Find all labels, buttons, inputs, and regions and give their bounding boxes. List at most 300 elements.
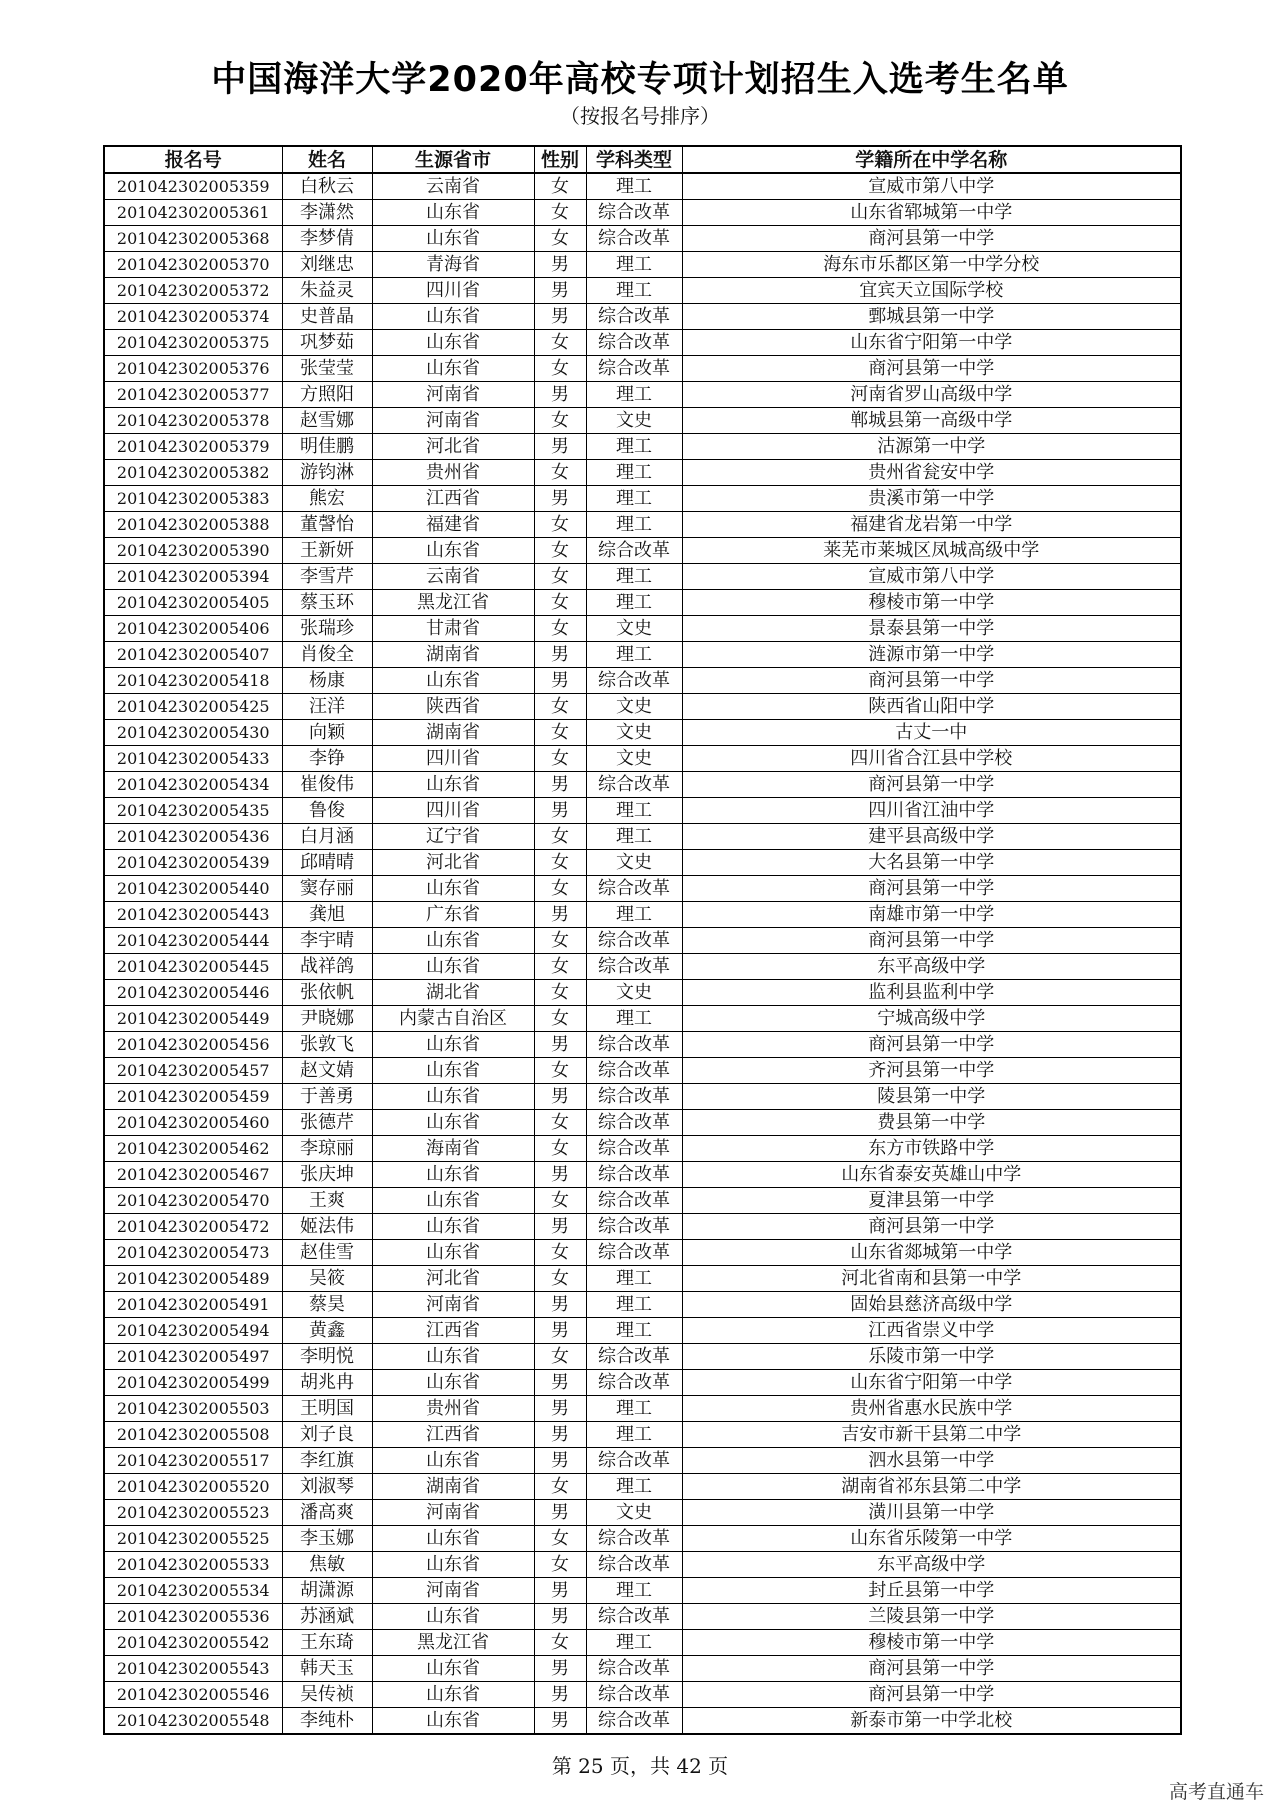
column-header: 姓名 xyxy=(282,146,372,173)
table-row xyxy=(104,564,1181,590)
name-cell: 张敦飞 xyxy=(282,1032,372,1058)
name-cell: 李宇晴 xyxy=(282,928,372,954)
province-cell: 甘肃省 xyxy=(372,616,534,642)
table-row xyxy=(104,1552,1181,1578)
registration-number-cell: 201042302005533 xyxy=(104,1552,282,1578)
gender-cell: 女 xyxy=(534,1266,586,1292)
name-cell: 李玉娜 xyxy=(282,1526,372,1552)
gender-cell: 女 xyxy=(534,1344,586,1370)
gender-cell: 男 xyxy=(534,304,586,330)
registration-number-cell: 201042302005430 xyxy=(104,720,282,746)
province-cell: 山东省 xyxy=(372,1552,534,1578)
province-cell: 山东省 xyxy=(372,1526,534,1552)
registration-number-cell: 201042302005460 xyxy=(104,1110,282,1136)
registration-number-cell: 201042302005388 xyxy=(104,512,282,538)
registration-number-cell: 201042302005546 xyxy=(104,1682,282,1708)
registration-number-cell: 201042302005494 xyxy=(104,1318,282,1344)
school-name-cell: 四川省江油中学 xyxy=(682,798,1181,824)
subject-type-cell: 文史 xyxy=(586,1500,682,1526)
province-cell: 贵州省 xyxy=(372,1396,534,1422)
table-row xyxy=(104,1032,1181,1058)
name-cell: 窦存丽 xyxy=(282,876,372,902)
gender-cell: 女 xyxy=(534,850,586,876)
gender-cell: 男 xyxy=(534,278,586,304)
subject-type-cell: 理工 xyxy=(586,642,682,668)
name-cell: 王新妍 xyxy=(282,538,372,564)
name-cell: 潘高爽 xyxy=(282,1500,372,1526)
registration-number-cell: 201042302005457 xyxy=(104,1058,282,1084)
gender-cell: 女 xyxy=(534,512,586,538)
gender-cell: 男 xyxy=(534,772,586,798)
name-cell: 向颖 xyxy=(282,720,372,746)
table-row xyxy=(104,1136,1181,1162)
name-cell: 鲁俊 xyxy=(282,798,372,824)
registration-number-cell: 201042302005462 xyxy=(104,1136,282,1162)
subject-type-cell: 综合改革 xyxy=(586,876,682,902)
gender-cell: 男 xyxy=(534,902,586,928)
name-cell: 吴传祯 xyxy=(282,1682,372,1708)
gender-cell: 女 xyxy=(534,824,586,850)
gender-cell: 男 xyxy=(534,1162,586,1188)
province-cell: 山东省 xyxy=(372,954,534,980)
gender-cell: 女 xyxy=(534,980,586,1006)
province-cell: 江西省 xyxy=(372,486,534,512)
registration-number-cell: 201042302005439 xyxy=(104,850,282,876)
subject-type-cell: 综合改革 xyxy=(586,668,682,694)
province-cell: 湖南省 xyxy=(372,720,534,746)
subject-type-cell: 理工 xyxy=(586,1422,682,1448)
name-cell: 王明国 xyxy=(282,1396,372,1422)
gender-cell: 男 xyxy=(534,1084,586,1110)
gender-cell: 男 xyxy=(534,252,586,278)
school-name-cell: 福建省龙岩第一中学 xyxy=(682,512,1181,538)
registration-number-cell: 201042302005433 xyxy=(104,746,282,772)
registration-number-cell: 201042302005503 xyxy=(104,1396,282,1422)
table-row xyxy=(104,1630,1181,1656)
province-cell: 贵州省 xyxy=(372,460,534,486)
gender-cell: 女 xyxy=(534,590,586,616)
subject-type-cell: 文史 xyxy=(586,746,682,772)
name-cell: 吴筱 xyxy=(282,1266,372,1292)
subject-type-cell: 理工 xyxy=(586,902,682,928)
school-name-cell: 固始县慈济高级中学 xyxy=(682,1292,1181,1318)
province-cell: 山东省 xyxy=(372,226,534,252)
registration-number-cell: 201042302005467 xyxy=(104,1162,282,1188)
school-name-cell: 山东省泰安英雄山中学 xyxy=(682,1162,1181,1188)
column-header: 生源省市 xyxy=(372,146,534,173)
province-cell: 山东省 xyxy=(372,1448,534,1474)
registration-number-cell: 201042302005375 xyxy=(104,330,282,356)
table-row xyxy=(104,590,1181,616)
subject-type-cell: 综合改革 xyxy=(586,226,682,252)
column-header: 学科类型 xyxy=(586,146,682,173)
school-name-cell: 东平高级中学 xyxy=(682,1552,1181,1578)
gender-cell: 男 xyxy=(534,1682,586,1708)
table-row xyxy=(104,1448,1181,1474)
province-cell: 湖南省 xyxy=(372,642,534,668)
province-cell: 河北省 xyxy=(372,1266,534,1292)
province-cell: 河南省 xyxy=(372,382,534,408)
registration-number-cell: 201042302005445 xyxy=(104,954,282,980)
province-cell: 山东省 xyxy=(372,1084,534,1110)
name-cell: 王东琦 xyxy=(282,1630,372,1656)
name-cell: 于善勇 xyxy=(282,1084,372,1110)
school-name-cell: 穆棱市第一中学 xyxy=(682,590,1181,616)
gender-cell: 男 xyxy=(534,1500,586,1526)
table-row xyxy=(104,1656,1181,1682)
name-cell: 苏涵斌 xyxy=(282,1604,372,1630)
table-header-row xyxy=(104,146,1181,173)
name-cell: 韩天玉 xyxy=(282,1656,372,1682)
registration-number-cell: 201042302005520 xyxy=(104,1474,282,1500)
province-cell: 云南省 xyxy=(372,173,534,200)
subject-type-cell: 文史 xyxy=(586,850,682,876)
table-row xyxy=(104,200,1181,226)
name-cell: 蔡玉环 xyxy=(282,590,372,616)
school-name-cell: 河南省罗山高级中学 xyxy=(682,382,1181,408)
school-name-cell: 穆棱市第一中学 xyxy=(682,1630,1181,1656)
registration-number-cell: 201042302005470 xyxy=(104,1188,282,1214)
subject-type-cell: 综合改革 xyxy=(586,330,682,356)
name-cell: 赵佳雪 xyxy=(282,1240,372,1266)
subject-type-cell: 综合改革 xyxy=(586,1604,682,1630)
registration-number-cell: 201042302005543 xyxy=(104,1656,282,1682)
gender-cell: 男 xyxy=(534,642,586,668)
school-name-cell: 费县第一中学 xyxy=(682,1110,1181,1136)
province-cell: 内蒙古自治区 xyxy=(372,1006,534,1032)
school-name-cell: 沽源第一中学 xyxy=(682,434,1181,460)
school-name-cell: 乐陵市第一中学 xyxy=(682,1344,1181,1370)
school-name-cell: 吉安市新干县第二中学 xyxy=(682,1422,1181,1448)
document-title: 中国海洋大学2020年高校专项计划招生入选考生名单 xyxy=(211,60,1069,100)
school-name-cell: 景泰县第一中学 xyxy=(682,616,1181,642)
table-row xyxy=(104,1604,1181,1630)
subject-type-cell: 理工 xyxy=(586,486,682,512)
table-row xyxy=(104,1396,1181,1422)
name-cell: 白秋云 xyxy=(282,173,372,200)
gender-cell: 女 xyxy=(534,1526,586,1552)
registration-number-cell: 201042302005407 xyxy=(104,642,282,668)
table-row xyxy=(104,226,1181,252)
province-cell: 四川省 xyxy=(372,798,534,824)
name-cell: 杨康 xyxy=(282,668,372,694)
province-cell: 河南省 xyxy=(372,1500,534,1526)
registration-number-cell: 201042302005359 xyxy=(104,173,282,200)
registration-number-cell: 201042302005525 xyxy=(104,1526,282,1552)
registration-number-cell: 201042302005489 xyxy=(104,1266,282,1292)
subject-type-cell: 综合改革 xyxy=(586,928,682,954)
table-row xyxy=(104,668,1181,694)
province-cell: 江西省 xyxy=(372,1422,534,1448)
name-cell: 李梦倩 xyxy=(282,226,372,252)
name-cell: 赵雪娜 xyxy=(282,408,372,434)
gender-cell: 女 xyxy=(534,226,586,252)
subject-type-cell: 理工 xyxy=(586,1292,682,1318)
subject-type-cell: 综合改革 xyxy=(586,1188,682,1214)
subject-type-cell: 理工 xyxy=(586,278,682,304)
school-name-cell: 商河县第一中学 xyxy=(682,1656,1181,1682)
school-name-cell: 宣威市第八中学 xyxy=(682,564,1181,590)
province-cell: 山东省 xyxy=(372,1032,534,1058)
subject-type-cell: 理工 xyxy=(586,798,682,824)
school-name-cell: 东平高级中学 xyxy=(682,954,1181,980)
subject-type-cell: 理工 xyxy=(586,434,682,460)
name-cell: 李纯朴 xyxy=(282,1708,372,1735)
gender-cell: 女 xyxy=(534,408,586,434)
school-name-cell: 陵县第一中学 xyxy=(682,1084,1181,1110)
school-name-cell: 商河县第一中学 xyxy=(682,1214,1181,1240)
province-cell: 山东省 xyxy=(372,876,534,902)
table-row xyxy=(104,1188,1181,1214)
name-cell: 黄鑫 xyxy=(282,1318,372,1344)
province-cell: 广东省 xyxy=(372,902,534,928)
subject-type-cell: 综合改革 xyxy=(586,1344,682,1370)
registration-number-cell: 201042302005406 xyxy=(104,616,282,642)
table-row xyxy=(104,876,1181,902)
table-row xyxy=(104,512,1181,538)
school-name-cell: 山东省乐陵第一中学 xyxy=(682,1526,1181,1552)
subject-type-cell: 综合改革 xyxy=(586,1162,682,1188)
gender-cell: 男 xyxy=(534,486,586,512)
subject-type-cell: 综合改革 xyxy=(586,1552,682,1578)
gender-cell: 男 xyxy=(534,1604,586,1630)
province-cell: 山东省 xyxy=(372,356,534,382)
table-row xyxy=(104,1370,1181,1396)
registration-number-cell: 201042302005499 xyxy=(104,1370,282,1396)
gender-cell: 男 xyxy=(534,668,586,694)
gender-cell: 男 xyxy=(534,1370,586,1396)
province-cell: 云南省 xyxy=(372,564,534,590)
table-row xyxy=(104,1318,1181,1344)
table-row xyxy=(104,382,1181,408)
subject-type-cell: 理工 xyxy=(586,824,682,850)
table-row xyxy=(104,1214,1181,1240)
province-cell: 河南省 xyxy=(372,408,534,434)
subject-type-cell: 理工 xyxy=(586,173,682,200)
table-row xyxy=(104,1084,1181,1110)
school-name-cell: 兰陵县第一中学 xyxy=(682,1604,1181,1630)
province-cell: 山东省 xyxy=(372,928,534,954)
registration-number-cell: 201042302005368 xyxy=(104,226,282,252)
school-name-cell: 贵州省瓮安中学 xyxy=(682,460,1181,486)
gender-cell: 女 xyxy=(534,928,586,954)
registration-number-cell: 201042302005459 xyxy=(104,1084,282,1110)
table-row xyxy=(104,902,1181,928)
registration-number-cell: 201042302005542 xyxy=(104,1630,282,1656)
name-cell: 赵文婧 xyxy=(282,1058,372,1084)
table-row xyxy=(104,408,1181,434)
school-name-cell: 泗水县第一中学 xyxy=(682,1448,1181,1474)
name-cell: 游钧淋 xyxy=(282,460,372,486)
school-name-cell: 宣威市第八中学 xyxy=(682,173,1181,200)
registration-number-cell: 201042302005418 xyxy=(104,668,282,694)
table-row xyxy=(104,1006,1181,1032)
school-name-cell: 河北省南和县第一中学 xyxy=(682,1266,1181,1292)
subject-type-cell: 综合改革 xyxy=(586,1708,682,1735)
subject-type-cell: 理工 xyxy=(586,1396,682,1422)
province-cell: 山东省 xyxy=(372,1214,534,1240)
subject-type-cell: 文史 xyxy=(586,694,682,720)
subject-type-cell: 综合改革 xyxy=(586,538,682,564)
gender-cell: 男 xyxy=(534,434,586,460)
name-cell: 白月涵 xyxy=(282,824,372,850)
table-row xyxy=(104,694,1181,720)
name-cell: 张依帆 xyxy=(282,980,372,1006)
school-name-cell: 商河县第一中学 xyxy=(682,668,1181,694)
subject-type-cell: 理工 xyxy=(586,460,682,486)
registration-number-cell: 201042302005383 xyxy=(104,486,282,512)
province-cell: 山东省 xyxy=(372,1344,534,1370)
name-cell: 肖俊全 xyxy=(282,642,372,668)
table-row xyxy=(104,1292,1181,1318)
province-cell: 湖南省 xyxy=(372,1474,534,1500)
subject-type-cell: 综合改革 xyxy=(586,954,682,980)
gender-cell: 男 xyxy=(534,1396,586,1422)
school-name-cell: 山东省郯城第一中学 xyxy=(682,1240,1181,1266)
school-name-cell: 山东省郓城第一中学 xyxy=(682,200,1181,226)
province-cell: 河北省 xyxy=(372,850,534,876)
gender-cell: 男 xyxy=(534,1292,586,1318)
page-number: 第 25 页，共 42 页 xyxy=(551,1754,729,1778)
table-row xyxy=(104,1708,1181,1735)
gender-cell: 女 xyxy=(534,720,586,746)
registration-number-cell: 201042302005361 xyxy=(104,200,282,226)
gender-cell: 男 xyxy=(534,382,586,408)
subject-type-cell: 综合改革 xyxy=(586,1032,682,1058)
gender-cell: 女 xyxy=(534,1474,586,1500)
province-cell: 陕西省 xyxy=(372,694,534,720)
subject-type-cell: 综合改革 xyxy=(586,1214,682,1240)
subject-type-cell: 综合改革 xyxy=(586,1370,682,1396)
province-cell: 四川省 xyxy=(372,746,534,772)
name-cell: 胡潇源 xyxy=(282,1578,372,1604)
table-row xyxy=(104,928,1181,954)
province-cell: 山东省 xyxy=(372,304,534,330)
registration-number-cell: 201042302005435 xyxy=(104,798,282,824)
name-cell: 邱晴晴 xyxy=(282,850,372,876)
subject-type-cell: 综合改革 xyxy=(586,1240,682,1266)
table-row xyxy=(104,486,1181,512)
registration-number-cell: 201042302005370 xyxy=(104,252,282,278)
school-name-cell: 商河县第一中学 xyxy=(682,772,1181,798)
subject-type-cell: 综合改革 xyxy=(586,1656,682,1682)
school-name-cell: 贵溪市第一中学 xyxy=(682,486,1181,512)
table-row xyxy=(104,460,1181,486)
name-cell: 张庆坤 xyxy=(282,1162,372,1188)
province-cell: 山东省 xyxy=(372,1708,534,1735)
table-row xyxy=(104,1500,1181,1526)
gender-cell: 女 xyxy=(534,1630,586,1656)
gender-cell: 女 xyxy=(534,538,586,564)
subject-type-cell: 综合改革 xyxy=(586,772,682,798)
school-name-cell: 古丈一中 xyxy=(682,720,1181,746)
subject-type-cell: 综合改革 xyxy=(586,304,682,330)
province-cell: 河南省 xyxy=(372,1578,534,1604)
province-cell: 江西省 xyxy=(372,1318,534,1344)
school-name-cell: 郸城县第一高级中学 xyxy=(682,408,1181,434)
school-name-cell: 海东市乐都区第一中学分校 xyxy=(682,252,1181,278)
table-row xyxy=(104,278,1181,304)
province-cell: 青海省 xyxy=(372,252,534,278)
registration-number-cell: 201042302005440 xyxy=(104,876,282,902)
subject-type-cell: 理工 xyxy=(586,590,682,616)
gender-cell: 男 xyxy=(534,1032,586,1058)
registration-number-cell: 201042302005377 xyxy=(104,382,282,408)
subject-type-cell: 理工 xyxy=(586,1266,682,1292)
admission-list-table xyxy=(103,145,1182,1735)
registration-number-cell: 201042302005536 xyxy=(104,1604,282,1630)
name-cell: 焦敏 xyxy=(282,1552,372,1578)
subject-type-cell: 理工 xyxy=(586,512,682,538)
name-cell: 李琼丽 xyxy=(282,1136,372,1162)
province-cell: 山东省 xyxy=(372,1370,534,1396)
school-name-cell: 鄄城县第一中学 xyxy=(682,304,1181,330)
name-cell: 李雪芹 xyxy=(282,564,372,590)
subject-type-cell: 文史 xyxy=(586,408,682,434)
table-row xyxy=(104,304,1181,330)
column-header: 学籍所在中学名称 xyxy=(682,146,1181,173)
subject-type-cell: 文史 xyxy=(586,616,682,642)
registration-number-cell: 201042302005446 xyxy=(104,980,282,1006)
school-name-cell: 商河县第一中学 xyxy=(682,1032,1181,1058)
table-row xyxy=(104,1474,1181,1500)
name-cell: 刘子良 xyxy=(282,1422,372,1448)
gender-cell: 女 xyxy=(534,330,586,356)
registration-number-cell: 201042302005434 xyxy=(104,772,282,798)
school-name-cell: 新泰市第一中学北校 xyxy=(682,1708,1181,1735)
subject-type-cell: 理工 xyxy=(586,1318,682,1344)
name-cell: 姬法伟 xyxy=(282,1214,372,1240)
province-cell: 山东省 xyxy=(372,1162,534,1188)
registration-number-cell: 201042302005449 xyxy=(104,1006,282,1032)
table-row xyxy=(104,850,1181,876)
gender-cell: 女 xyxy=(534,1006,586,1032)
gender-cell: 男 xyxy=(534,1448,586,1474)
name-cell: 李铮 xyxy=(282,746,372,772)
school-name-cell: 商河县第一中学 xyxy=(682,1682,1181,1708)
subject-type-cell: 理工 xyxy=(586,252,682,278)
name-cell: 李潇然 xyxy=(282,200,372,226)
school-name-cell: 建平县高级中学 xyxy=(682,824,1181,850)
subject-type-cell: 文史 xyxy=(586,980,682,1006)
name-cell: 胡兆冉 xyxy=(282,1370,372,1396)
school-name-cell: 商河县第一中学 xyxy=(682,876,1181,902)
table-row xyxy=(104,954,1181,980)
school-name-cell: 商河县第一中学 xyxy=(682,356,1181,382)
school-name-cell: 湖南省祁东县第二中学 xyxy=(682,1474,1181,1500)
table-row xyxy=(104,434,1181,460)
registration-number-cell: 201042302005456 xyxy=(104,1032,282,1058)
school-name-cell: 宜宾天立国际学校 xyxy=(682,278,1181,304)
name-cell: 张德芹 xyxy=(282,1110,372,1136)
name-cell: 王爽 xyxy=(282,1188,372,1214)
school-name-cell: 封丘县第一中学 xyxy=(682,1578,1181,1604)
gender-cell: 女 xyxy=(534,746,586,772)
name-cell: 尹晓娜 xyxy=(282,1006,372,1032)
table-row xyxy=(104,642,1181,668)
subject-type-cell: 综合改革 xyxy=(586,1058,682,1084)
gender-cell: 女 xyxy=(534,460,586,486)
school-name-cell: 南雄市第一中学 xyxy=(682,902,1181,928)
province-cell: 河南省 xyxy=(372,1292,534,1318)
gender-cell: 女 xyxy=(534,616,586,642)
subject-type-cell: 理工 xyxy=(586,382,682,408)
school-name-cell: 齐河县第一中学 xyxy=(682,1058,1181,1084)
gender-cell: 女 xyxy=(534,1058,586,1084)
table-row xyxy=(104,538,1181,564)
province-cell: 湖北省 xyxy=(372,980,534,1006)
table-row xyxy=(104,1526,1181,1552)
